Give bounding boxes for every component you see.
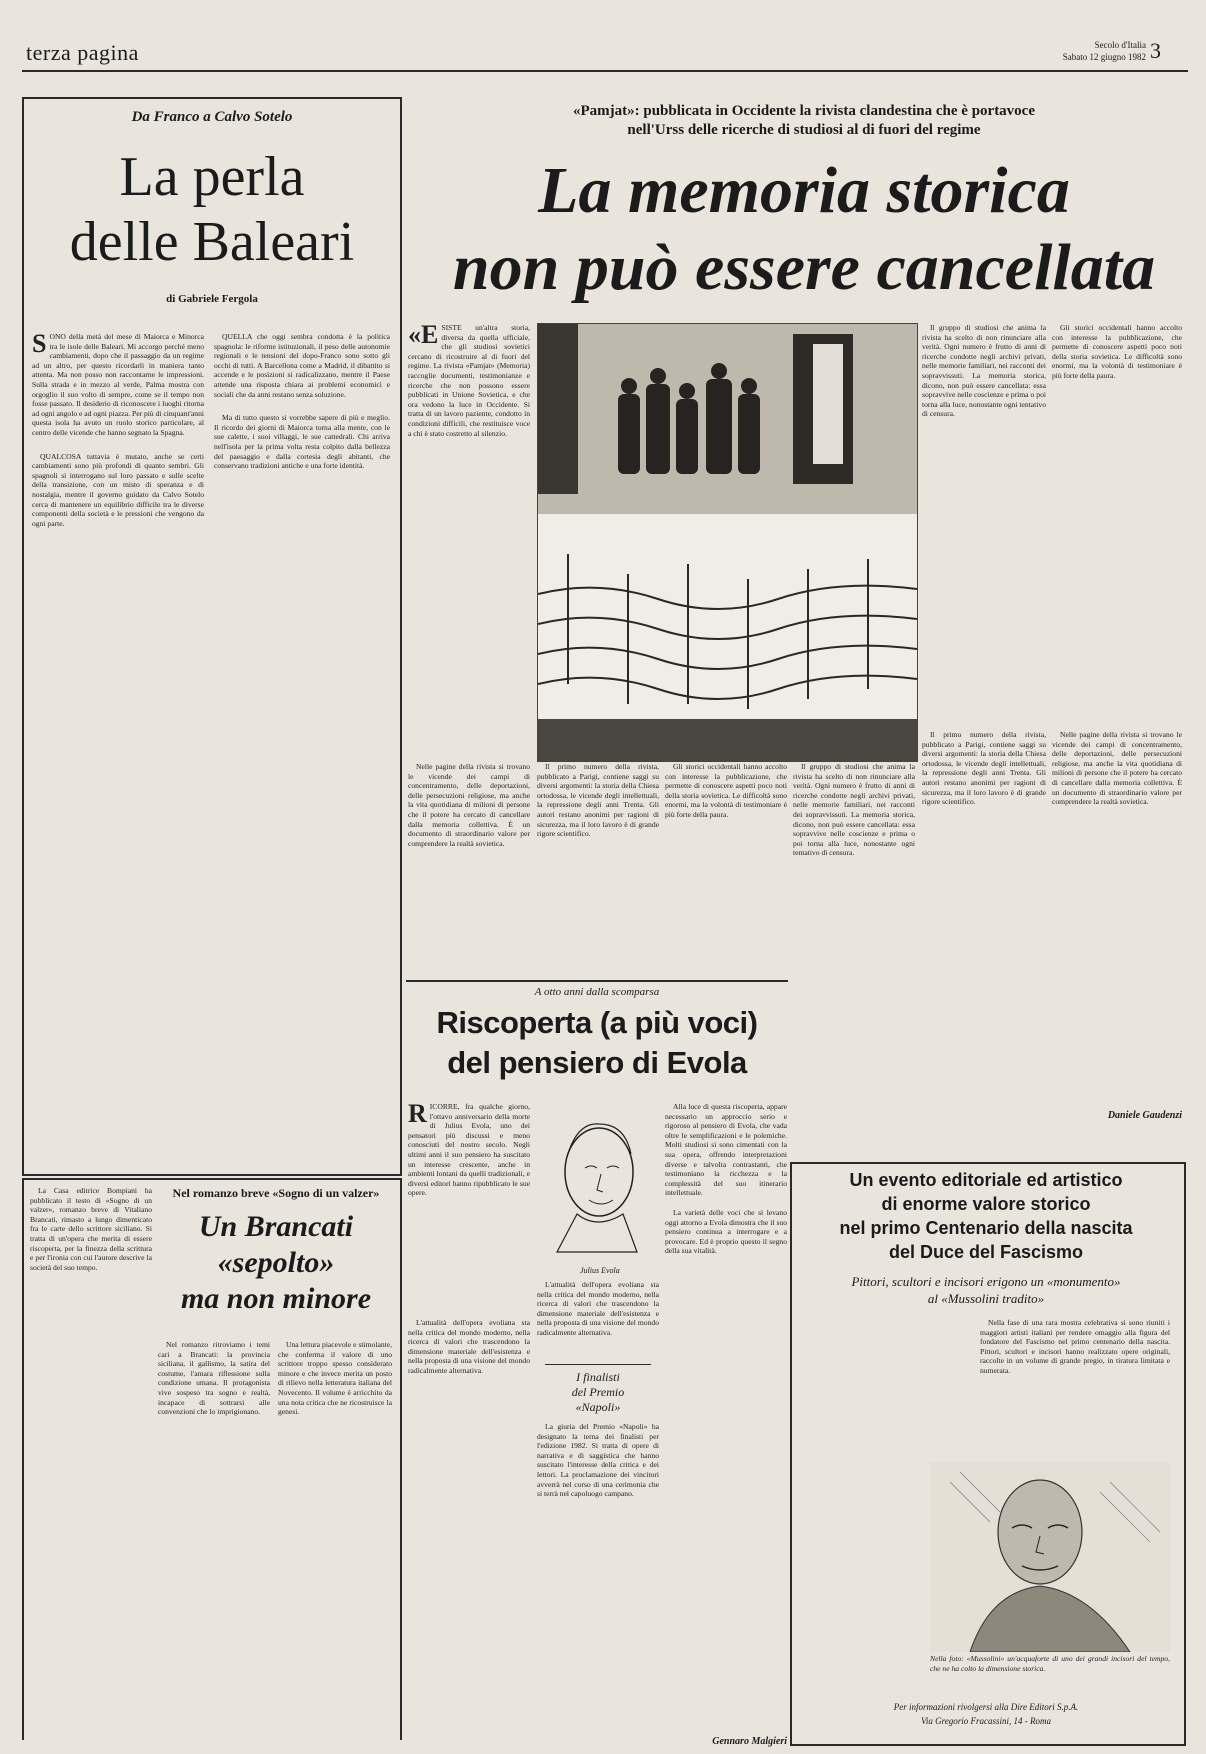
finalists-text (537, 1422, 659, 1732)
left-article-title-2: delle Baleari (69, 211, 355, 273)
section-label: terza pagina (26, 40, 139, 65)
center-right-col3-text: Il primo numero della rivista, pubblicato a Parigi, contiene saggi su diversi argomenti: la storia della Chiesa ortodossa, le vicende degli intellettuali, la repressione degli anni Trenta. Gli autori restano anonimi per ragioni di sicurezza, ma il loro lavoro è di grande rigore scientifico. (922, 730, 1046, 807)
brancati-col1 (30, 1186, 152, 1731)
ad-caption (930, 1654, 1170, 1692)
mussolini-etching (930, 1462, 1170, 1652)
center-col2-text: Nelle pagine della rivista si trovano le vicende dei campi di concentramento, delle deportazioni, delle persecuzioni religiose, ma anche la vita quotidiana di milioni di persone che il potere ha cercato di cancellare dalla memoria collettiva. È un documento di straordinario valore per comprendere la realtà sovietica. (408, 762, 530, 848)
brancati-col3 (278, 1340, 392, 1732)
brancati-kicker: Nel romanzo breve «Sogno di un valzer» (172, 1186, 380, 1200)
center-supertitle-2: nell'Urss delle ricerche di studiosi al di fuori del regime (627, 122, 981, 138)
center-right-col1-text: Il gruppo di studiosi che anima la rivista ha scelto di non rinunciare alla verità. Ogni numero è frutto di anni di ricerche condotte negli archivi privati, nelle memorie familiari, nei racconti dei sopravvissuti. La memoria storica, dicono, non può essere cancellata: essa sopravvive nelle coscienze e prima o poi torna alla luce, nonostante ogni tentativo di censura. (922, 323, 1046, 419)
center-col1-text: SISTE un'altra storia, diversa da quella ufficiale, che gli studiosi sovietici cercano di ricostruire al di fuori del regime. La rivista «Pamjat» (Memoria) raccoglie documenti, testimonianze e ricerche che non possono essere pubblicati in Unione Sovietica, e che ora vedono la luce in Occidente. Si tratta di un lavoro paziente, condotto in condizioni difficili, che restituisce voce a chi è stato costretto al silenzio. (408, 323, 530, 438)
ad-caption-text: Nella foto: «Mussolini» un'acquaforte di uno dei grandi incisori del tempo, che ne ha colto la dimensione storica. (930, 1654, 1170, 1673)
finalists-text-body: La giuria del Premio «Napoli» ha designato la terna dei finalisti per l'edizione 1982. Si tratta di opere di narrativa e di saggistica che hanno suscitato l'interesse della critica e dei lettori. La proclamazione dei vincitori avverrà nel corso di una cerimonia che si terrà nel capoluogo campano. (537, 1422, 659, 1499)
center-col1 (408, 323, 530, 758)
ad-body-text: Nella fase di una rara mostra celebrativa si sono riuniti i maggiori artisti italiani per rendere omaggio alla figura del fondatore del Fascismo nel primo centenario della nascita. Pittori, scultori e incisori hanno realizzato opere originali, raccolte in un volume di grande pregio, in tiratura limitata e numerata. (980, 1318, 1170, 1375)
ad-subtitle-1: Pittori, scultori e incisori erigono un «monumento» (851, 1274, 1121, 1289)
center-supertitle-1: «Pamjat»: pubblicata in Occidente la rivista clandestina che è portavoce (572, 103, 1036, 119)
left-article-col1-text: ONO della metà del mese di Maiorca e Minorca tra le isole delle Baleari. Mi accorgo perché meno cambiamenti, dopo che il passaggio da un regime ad un altro, per questo ricordarli in maniera tanto attenta. Ma non posso non raccontarne le impressioni. Sulla strada e in mezzo al verde, Palma mostra con orgoglio il suo volto di sempre, come se il tempo non fosse passato. Il desiderio di riconoscere i luoghi ritorna ad ogni angolo e ad ogni piazza. Per più di cinquant'anni questa isola ha avuto un ruolo storico particolare, al centro delle vicende che hanno segnato la Spagna. (32, 332, 204, 437)
left-article-col2 (214, 332, 390, 1160)
masthead-rule (22, 70, 1188, 72)
center-right-col4-text: Nelle pagine della rivista si trovano le vicende dei campi di concentramento, delle deportazioni, delle persecuzioni religiose, ma anche la vita quotidiana di milioni di persone che il potere ha cercato di cancellare dalla memoria collettiva. È un documento di straordinario valore per comprendere la realtà sovietica. (1052, 730, 1182, 807)
center-headline-1: La memoria storica (538, 154, 1070, 227)
brancati-col1-text: La Casa editrice Bompiani ha pubblicato il testo di «Sogno di un valzer», romanzo breve di Vitaliano Brancati, rimasto a lungo dimenticato fra le carte dello scrittore siciliano. Si tratta di un'opera che merita di essere riscoperta, per la finezza della scrittura e per l'ironia con cui l'autore descrive la società del suo tempo. (30, 1186, 152, 1272)
evola-col3-text2: La varietà delle voci che si levano oggi attorno a Evola dimostra che il suo pensiero continua a interrogare e a provocare. Ed è proprio questo il segno della sua vitalità. (665, 1207, 787, 1256)
center-headline-2: non può essere cancellata (452, 231, 1156, 304)
soldiers-photo (537, 323, 918, 762)
left-article-col1-text2: QUALCOSA tuttavia è mutato, anche se certi cambiamenti sono più profondi di quanto sembri. Gli spagnoli si interrogano sul loro passato e sulle scelte della transizione, con un misto di speranza e di nostalgia, mentre il governo guidato da Calvo Sotelo cerca di mantenere un equilibrio difficile tra le diverse componenti della società e le pressioni che vengono da ogni parte. (32, 451, 204, 528)
brancati-title-2: «sepolto» (217, 1246, 335, 1279)
evola-title-1: Riscoperta (a più voci) (436, 1005, 758, 1040)
left-article-title-1: La perla (119, 146, 305, 208)
ad-body (980, 1318, 1170, 1458)
evola-portrait-sketch (537, 1102, 655, 1262)
center-col2 (408, 762, 530, 972)
evola-dropcap: R (408, 1102, 427, 1128)
evola-portrait-caption: Julius Evola (580, 1266, 620, 1275)
brancati-col2 (158, 1340, 270, 1732)
ad-headline-1: Un evento editoriale ed artistico (849, 1170, 1123, 1190)
evola-top-rule (406, 980, 788, 982)
evola-col1-text: ICORRE, fra qualche giorno, l'ottavo anniversario della morte di Julius Evola, uno dei pensatori più discussi e meno conosciuti del nostro secolo. Negli ultimi anni il suo pensiero ha suscitato un interesse crescente, anche in ambienti lontani da quelli tradizionali, e diversi editori hanno ripubblicato le sue opere. (408, 1102, 530, 1198)
evola-kicker: A otto anni dalla scomparsa (534, 986, 660, 998)
evola-col3 (665, 1102, 787, 1732)
left-article-dropcap: S (32, 332, 47, 358)
page-number: 3 (1150, 38, 1161, 63)
issue-date: Sabato 12 giugno 1982 (1062, 52, 1146, 62)
left-article-col2-text: QUELLA che oggi sembra condotta è la politica spagnola: le riforme istituzionali, il peso delle autonomie regionali e le tensioni del dopo-Franco sono sotto gli occhi di tutti. A Barcellona come a Madrid, il dibattito si accende e le posizioni si radicalizzano, mentre il Paese attende una risposta chiara ai problemi economici e sociali che da anni restano senza soluzione. (214, 332, 390, 399)
center-col3 (537, 762, 659, 972)
center-signature: Daniele Gaudenzi (1107, 1110, 1182, 1121)
evola-title-2: del pensiero di Evola (447, 1045, 747, 1080)
brancati-col2-text: Nel romanzo ritroviamo i temi cari a Brancati: la provincia siciliana, il gallismo, la satira del costume, l'amara riflessione sulla condizione umana. Il protagonista vive sospeso tra sogno e realtà, incapace di sottrarsi alle convenzioni che lo imprigionano. (158, 1340, 270, 1417)
ad-headline-4: del Duce del Fascismo (888, 1242, 1084, 1262)
center-right-col2-text: Gli storici occidentali hanno accolto con interesse la pubblicazione, che permette di conoscere aspetti poco noti della storia sovietica. Le difficoltà sono enormi, ma la volontà di testimoniare è più forte della paura. (1052, 323, 1182, 380)
evola-col3-text: Alla luce di questa riscoperta, appare necessario un approccio serio e rigoroso al pensiero di Evola, che vada oltre le semplificazioni e le polemiche. Molti studiosi si sono cimentati con la sua opera, offrendo interpretazioni diverse e talvolta contrastanti, che testimoniano la ricchezza e la complessità del suo itinerario intellettuale. (665, 1102, 787, 1198)
left-article-kicker: Da Franco a Calvo Sotelo (131, 109, 293, 125)
left-article-col2-text2: Ma di tutto questo si vorrebbe sapere di più e meglio. Il ricordo dei giorni di Maiorca torna alla mente, con le sue calette, i suoi villaggi, le sue cattedrali. Chi arriva nell'isola per la prima volta resta colpito dalla bellezza del paesaggio e dalla cortesia degli abitanti, che conservano tradizioni antiche e una forte identità. (214, 413, 390, 471)
mussolini-etching-sketch (930, 1462, 1170, 1652)
center-col5-text: Il gruppo di studiosi che anima la rivista ha scelto di non rinunciare alla verità. Ogni numero è frutto di anni di ricerche condotte negli archivi privati, nelle memorie familiari, nei racconti dei sopravvissuti. La memoria storica, dicono, non può essere cancellata: essa sopravvive nelle coscienze e prima o poi torna alla luce, nonostante ogni tentativo di censura. (793, 762, 915, 858)
soldiers-photo-illustration (538, 324, 917, 761)
ad-footer-2: Via Gregorio Fracassini, 14 - Roma (921, 1716, 1051, 1726)
evola-col2-upper (537, 1280, 659, 1360)
ad-subtitle-2: al «Mussolini tradito» (927, 1291, 1045, 1306)
brancati-title-1: Un Brancati (198, 1210, 354, 1243)
finalists-title-2: del Premio (571, 1385, 625, 1399)
evola-col1 (408, 1102, 530, 1732)
finalists-title-3: «Napoli» (575, 1400, 621, 1414)
center-right-col1 (922, 323, 1046, 723)
center-col3-text: Il primo numero della rivista, pubblicato a Parigi, contiene saggi su diversi argomenti: la storia della Chiesa ortodossa, le vicende degli intellettuali, la repressione degli anni Trenta. Gli autori restano anonimi per ragioni di sicurezza, ma il loro lavoro è di grande rigore scientifico. (537, 762, 659, 839)
center-col4 (665, 762, 787, 972)
ad-footer-1: Per informazioni rivolgersi alla Dire Editori S.p.A. (893, 1702, 1079, 1712)
evola-col2-upper-text: L'attualità dell'opera evoliana sta nella critica del mondo moderno, nella ricerca di valori che trascendono la dimensione materiale dell'esistenza e nella proposta di una visione del mondo radicalmente alternativa. (537, 1280, 659, 1337)
center-col4-text: Gli storici occidentali hanno accolto con interesse la pubblicazione, che permette di conoscere aspetti poco noti della storia sovietica. Le difficoltà sono enormi, ma la volontà di testimoniare è più forte della paura. (665, 762, 787, 819)
evola-signature: Gennaro Malgieri (712, 1736, 787, 1747)
paper-name: Secolo d'Italia (1094, 40, 1146, 50)
ad-headline-2: di enorme valore storico (881, 1194, 1091, 1214)
center-right-col2 (1052, 323, 1182, 723)
center-dropcap: «E (408, 323, 439, 349)
finalists-title-1: I finalisti (576, 1370, 620, 1384)
center-right-col4 (1052, 730, 1182, 1030)
center-right-col3 (922, 730, 1046, 1030)
ad-headline-3: nel primo Centenario della nascita (839, 1218, 1133, 1238)
finalists-rule (545, 1364, 651, 1365)
evola-col1-text2: L'attualità dell'opera evoliana sta nella critica del mondo moderno, nella ricerca di valori che trascendono la dimensione materiale dell'esistenza e nella proposta di una visione del mondo radicalmente alternativa. (408, 1317, 530, 1375)
brancati-title-3: ma non minore (180, 1282, 372, 1315)
evola-portrait (537, 1102, 655, 1262)
left-article-byline: di Gabriele Fergola (166, 293, 258, 305)
left-article-col1 (32, 332, 204, 1160)
brancati-col3-text: Una lettura piacevole e stimolante, che conferma il valore di uno scrittore troppo spesso considerato minore e che invece merita un posto di rilievo nella letteratura italiana del Novecento. Il volume è arricchito da una nota critica che ne ricostruisce la genesi. (278, 1340, 392, 1417)
